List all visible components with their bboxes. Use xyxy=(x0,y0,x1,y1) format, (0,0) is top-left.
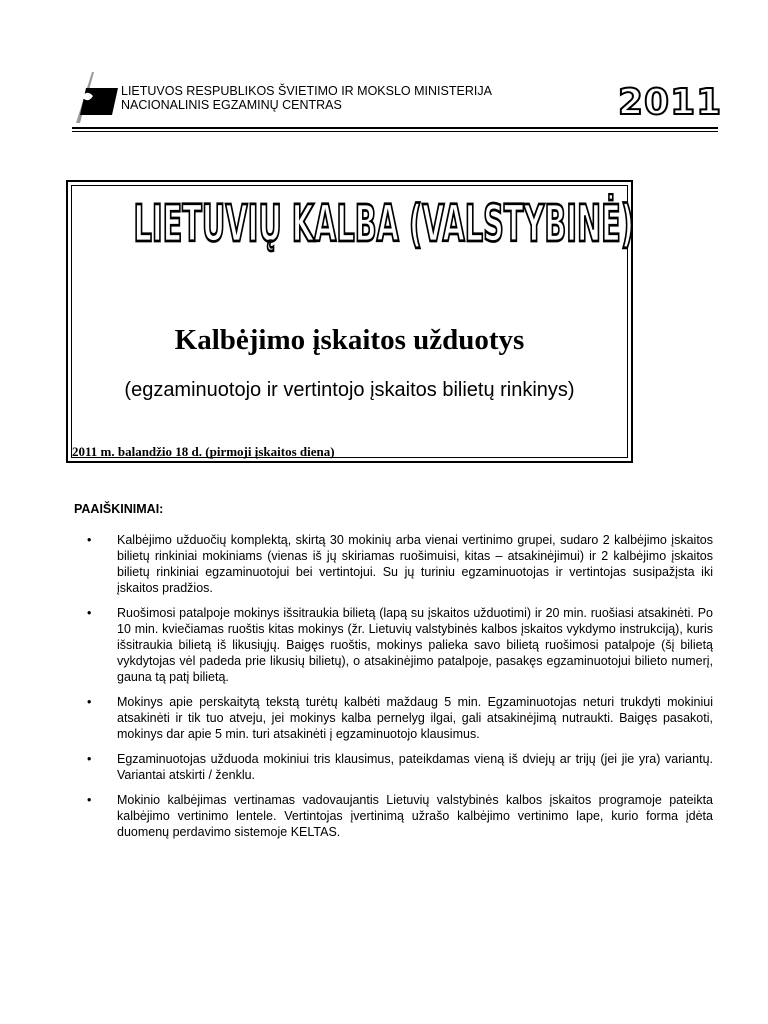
note-text: Mokinio kalbėjimas vertinamas vadovaujantis Lietuvių valstybinės kalbos įskaitos programoje pateikta kalbėjimo vertinimo lentele. Vertintojas įvertinimą užrašo kalbėjimo vertinimo lape, kurio forma įdėta duomenų perdavimo sistemoje KELTAS. xyxy=(117,793,713,839)
note-text: Egzaminuotojas užduoda mokiniui tris klausimus, pateikdamas vieną iš dviejų ar trijų (jei jie yra) variantų. Variantai atskirti / ženklu. xyxy=(117,752,713,782)
header-divider-thin xyxy=(72,131,718,132)
notes-heading: PAAIŠKINIMAI: xyxy=(74,502,164,516)
note-text: Ruošimosi patalpoje mokinys išsitraukia bilietą (lapą su įskaitos užduotimi) ir 20 min. ruošiasi atsakinėti. Po 10 min. kviečiamas ruoštis kitas mokinys (žr. Lietuvių valstybinės kalbos įskaitos vykdymo instrukciją), kuris išsitraukia bilietą iš likusiųjų. Baigęs ruoštis, mokinys palieka savo bilietą ruošimosi patalpoje (šį bilietą vykdytojas vėl padeda prie likusių bilietų), o atsakinėjimo patalpoje, pasakęs egzaminuotojui bilieto numerį, gauna tą patį bilietą. xyxy=(117,606,713,684)
title-content xyxy=(66,180,633,463)
subject-title: LIETUVIŲ KALBA (VALSTYBINĖ) xyxy=(133,196,635,254)
exam-date: 2011 m. balandžio 18 d. (pirmoji įskaitos diena) xyxy=(72,444,335,459)
exam-year: 2011 xyxy=(618,82,723,123)
header-divider xyxy=(72,127,718,129)
exam-title: Kalbėjimo įskaitos užduotys xyxy=(174,324,525,356)
bullet-icon: • xyxy=(87,606,92,620)
notes-list xyxy=(87,532,713,849)
bullet-icon: • xyxy=(87,793,92,807)
list-item xyxy=(87,751,713,783)
bullet-icon: • xyxy=(87,533,92,547)
ministry-name xyxy=(121,84,492,112)
list-item xyxy=(87,605,713,685)
bullet-icon: • xyxy=(87,752,92,766)
ministry-line-1: LIETUVOS RESPUBLIKOS ŠVIETIMO IR MOKSLO MINISTERIJA xyxy=(121,84,492,98)
list-item xyxy=(87,532,713,596)
list-item xyxy=(87,792,713,840)
ministry-logo-icon xyxy=(72,70,120,126)
exam-subtitle: (egzaminuotojo ir vertintojo įskaitos bilietų rinkinys) xyxy=(124,379,575,401)
ministry-line-2: NACIONALINIS EGZAMINŲ CENTRAS xyxy=(121,98,342,112)
list-item xyxy=(87,694,713,742)
note-text: Mokinys apie perskaitytą tekstą turėtų kalbėti maždaug 5 min. Egzaminuotojas neturi trukdyti mokiniui atsakinėti ir tik tuo atveju, jei mokinys kalba pernelyg ilgai, gali atsakinėjimą nutraukti. Baigęs pasakoti, mokinys dar apie 5 min. turi atsakinėti į egzaminuotojo klausimus. xyxy=(117,695,713,741)
bullet-icon: • xyxy=(87,695,92,709)
note-text: Kalbėjimo užduočių komplektą, skirtą 30 mokinių arba vienai vertinimo grupei, sudaro 2 kalbėjimo įskaitos bilietų rinkiniai mokiniams (vienas iš jų skiriamas ruošimuisi, kitas – atsakinėjimui) ir 2 kalbėjimo įskaitos bilietų rinkiniai egzaminuotojui bei vertintojui. Su jų turiniu egzaminuotojas ir vertintojas susipažįsta iki įskaitos pradžios. xyxy=(117,533,713,595)
